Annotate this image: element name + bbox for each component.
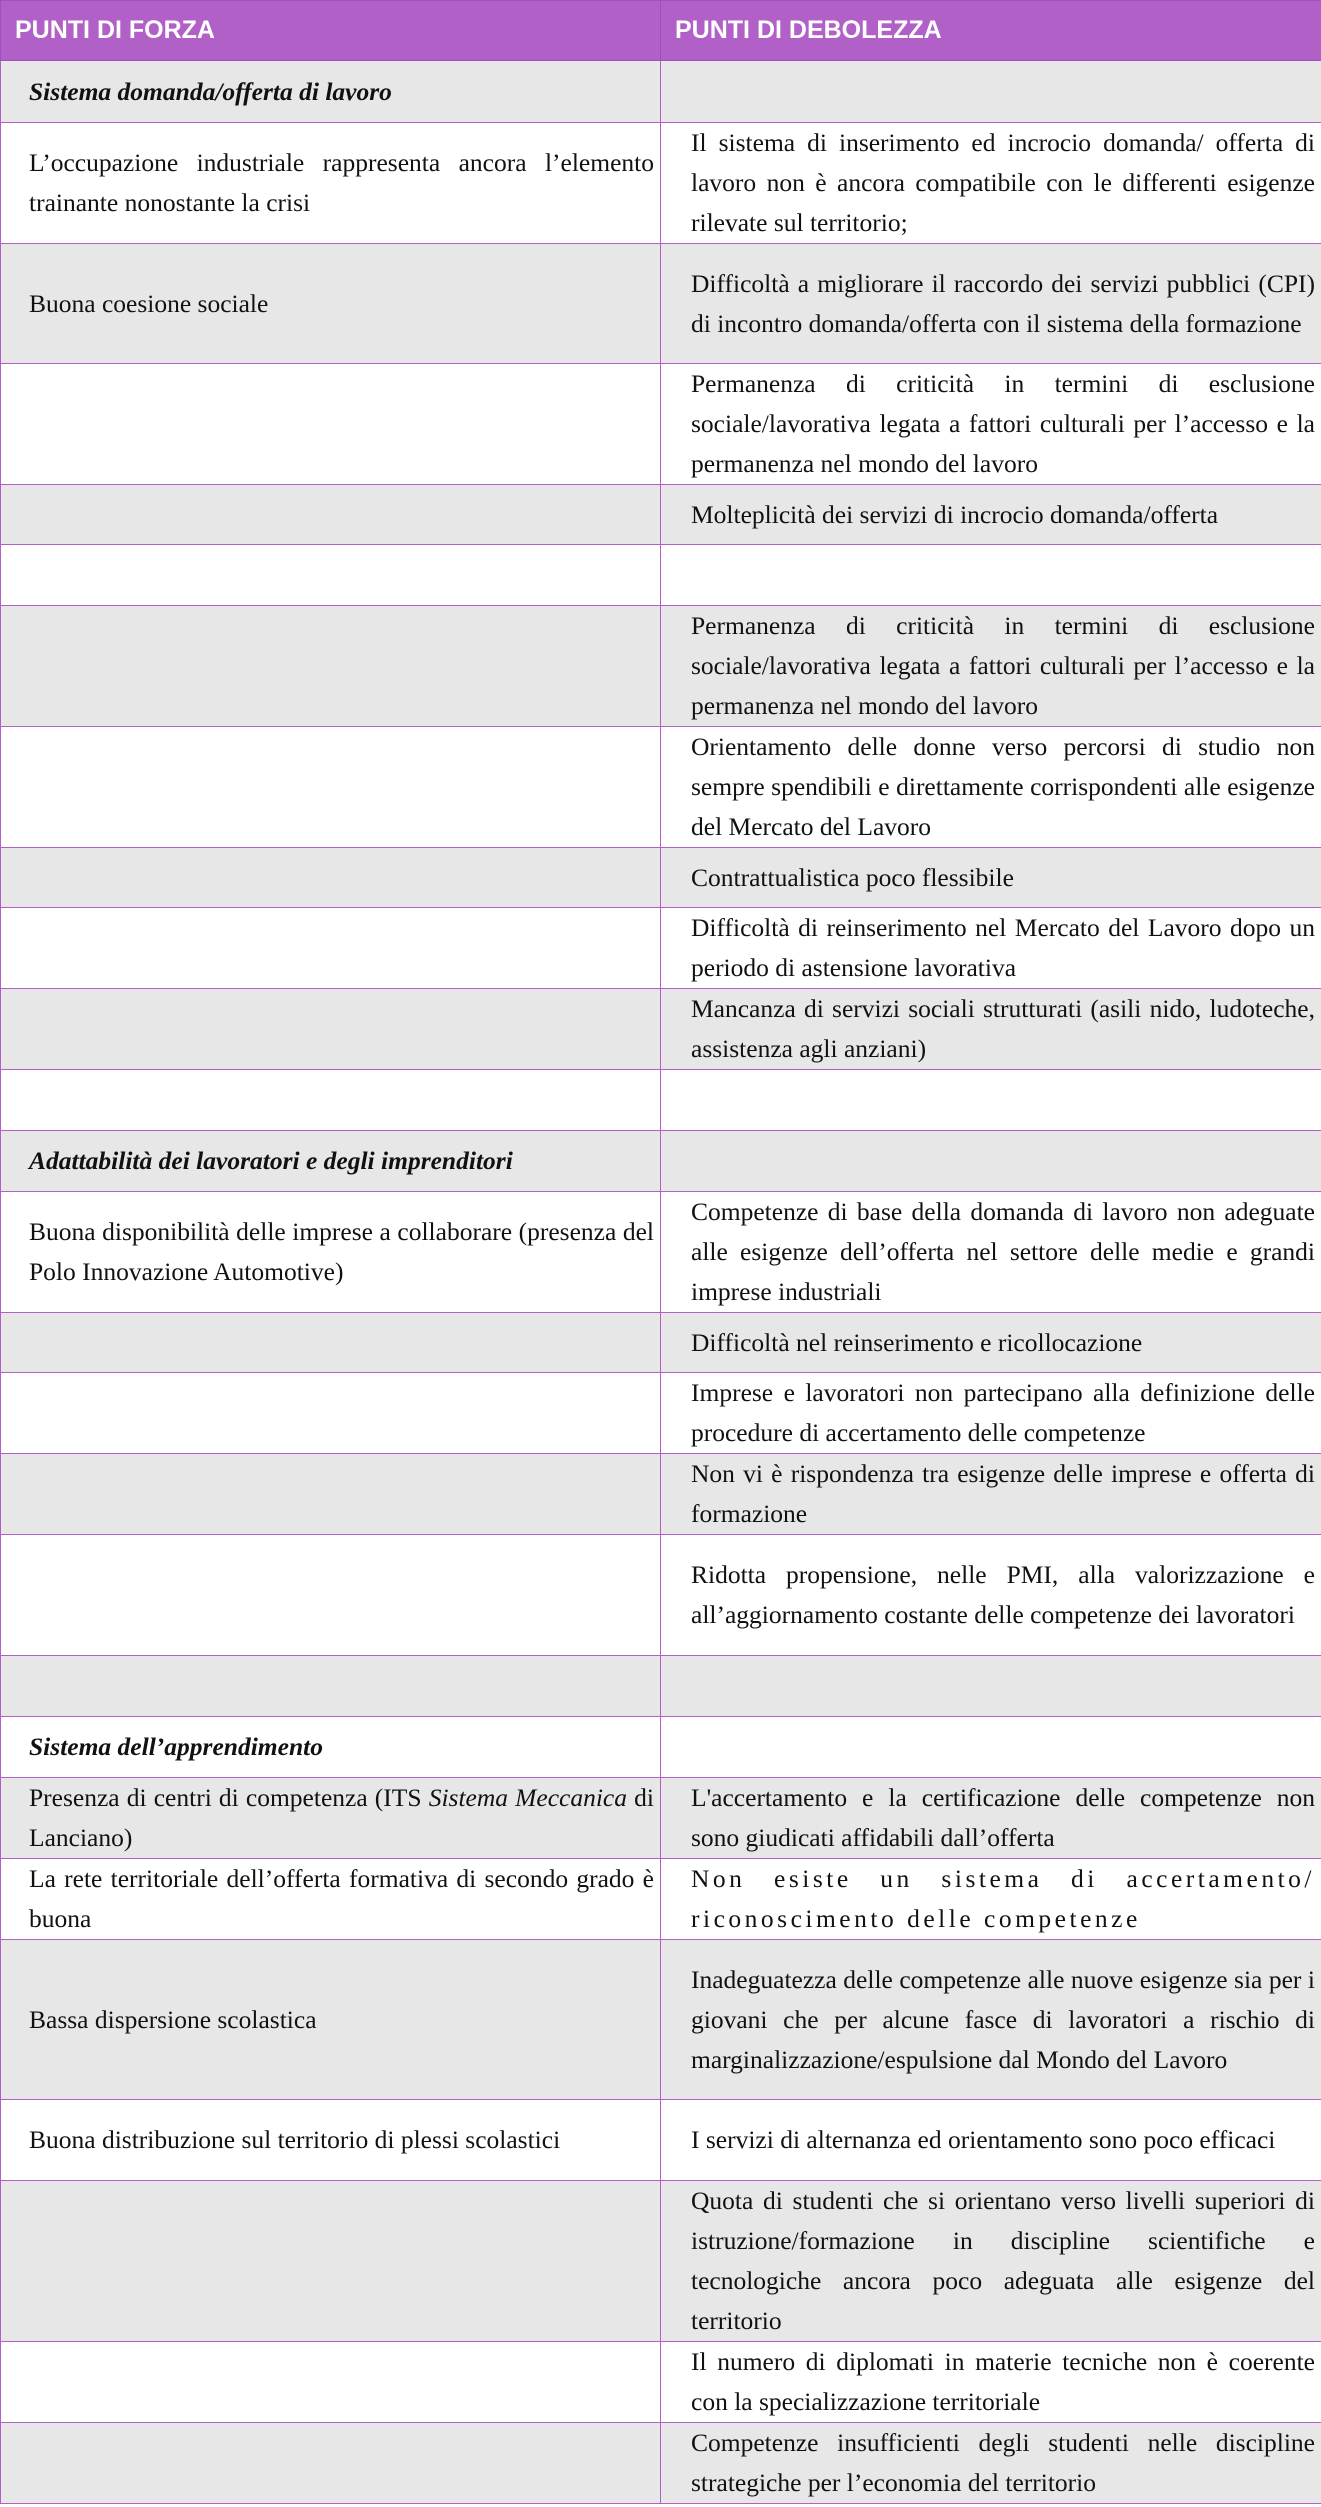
strength-cell	[1, 545, 661, 606]
weakness-cell: Quota di studenti che si orientano verso livelli superiori di istruzione/formazione in discipline scientifiche e tecnologiche ancora poco adeguata alle esigenze del territorio	[661, 2181, 1321, 2342]
strength-cell: Bassa dispersione scolastica	[1, 1940, 661, 2100]
weakness-cell: Molteplicità dei servizi di incrocio domanda/offerta	[661, 485, 1321, 545]
header-strengths: PUNTI DI FORZA	[1, 1, 661, 61]
header-row	[1, 1, 1321, 61]
weakness-cell: L'accertamento e la certificazione delle competenze non sono giudicati affidabili dall’offerta	[661, 1778, 1321, 1859]
table-row	[1, 989, 1321, 1070]
strength-cell: La rete territoriale dell’offerta formativa di secondo grado è buona	[1, 1859, 661, 1940]
table-row	[1, 1070, 1321, 1131]
table-row	[1, 2181, 1321, 2342]
section-title: Sistema dell’apprendimento	[1, 1717, 661, 1778]
weakness-cell	[661, 1656, 1321, 1717]
weakness-cell: Competenze insufficienti degli studenti nelle discipline strategiche per l’economia del territorio	[661, 2423, 1321, 2504]
table-row	[1, 848, 1321, 908]
section-row	[1, 1131, 1321, 1192]
strength-cell	[1, 1656, 661, 1717]
table-row	[1, 606, 1321, 727]
strength-text-italic: Sistema Meccanica	[428, 1783, 628, 1812]
weakness-cell: Inadeguatezza delle competenze alle nuove esigenze sia per i giovani che per alcune fasce di lavoratori a rischio di marginalizzazione/espulsione dal Mondo del Lavoro	[661, 1940, 1321, 2100]
table-row	[1, 1859, 1321, 1940]
strength-cell	[1, 1313, 661, 1373]
weakness-cell: Non esiste un sistema di accertamento/ riconoscimento delle competenze	[661, 1859, 1321, 1940]
section-title: Adattabilità dei lavoratori e degli imprenditori	[1, 1131, 661, 1192]
table-row	[1, 1940, 1321, 2100]
table-row	[1, 1454, 1321, 1535]
weakness-cell: Permanenza di criticità in termini di esclusione sociale/lavorativa legata a fattori culturali per l’accesso e la permanenza nel mondo del lavoro	[661, 606, 1321, 727]
strength-cell	[1, 606, 661, 727]
table-row	[1, 1535, 1321, 1656]
weakness-cell	[661, 1131, 1321, 1192]
weakness-cell	[661, 1070, 1321, 1131]
weakness-cell: Il sistema di inserimento ed incrocio domanda/ offerta di lavoro non è ancora compatibile con le differenti esigenze rilevate sul territorio;	[661, 123, 1321, 244]
weakness-cell: Il numero di diplomati in materie tecniche non è coerente con la specializzazione territoriale	[661, 2342, 1321, 2423]
section-row	[1, 61, 1321, 123]
section-title: Sistema domanda/offerta di lavoro	[1, 61, 661, 123]
strength-text: Presenza di centri di competenza (ITS	[29, 1783, 429, 1812]
strength-cell	[1, 848, 661, 908]
table-row	[1, 1373, 1321, 1454]
weakness-cell: Orientamento delle donne verso percorsi di studio non sempre spendibili e direttamente corrispondenti alle esigenze del Mercato del Lavoro	[661, 727, 1321, 848]
table-row	[1, 2100, 1321, 2181]
strength-cell: Buona disponibilità delle imprese a collaborare (presenza del Polo Innovazione Automotive)	[1, 1192, 661, 1313]
strength-cell	[1, 2181, 661, 2342]
weakness-cell: Competenze di base della domanda di lavoro non adeguate alle esigenze dell’offerta nel settore delle medie e grandi imprese industriali	[661, 1192, 1321, 1313]
strength-cell	[1, 727, 661, 848]
weakness-cell	[661, 545, 1321, 606]
table-row	[1, 123, 1321, 244]
strength-cell	[1, 364, 661, 485]
weakness-cell: Difficoltà nel reinserimento e ricollocazione	[661, 1313, 1321, 1373]
table-row	[1, 1656, 1321, 1717]
table-row	[1, 1778, 1321, 1859]
table-row	[1, 727, 1321, 848]
strength-cell: Buona distribuzione sul territorio di plessi scolastici	[1, 2100, 661, 2181]
strength-cell	[1, 1373, 661, 1454]
section-row	[1, 1717, 1321, 1778]
table-row	[1, 545, 1321, 606]
weakness-cell: Difficoltà di reinserimento nel Mercato del Lavoro dopo un periodo di astensione lavorativa	[661, 908, 1321, 989]
weakness-cell	[661, 61, 1321, 123]
strength-cell: Buona coesione sociale	[1, 244, 661, 364]
weakness-cell: Contrattualistica poco flessibile	[661, 848, 1321, 908]
strength-cell	[1, 1778, 661, 1859]
table-row	[1, 244, 1321, 364]
table-row	[1, 364, 1321, 485]
header-weaknesses: PUNTI DI DEBOLEZZA	[661, 1, 1321, 61]
table-row	[1, 1313, 1321, 1373]
weakness-cell: Imprese e lavoratori non partecipano alla definizione delle procedure di accertamento delle competenze	[661, 1373, 1321, 1454]
weakness-cell: Ridotta propensione, nelle PMI, alla valorizzazione e all’aggiornamento costante delle competenze dei lavoratori	[661, 1535, 1321, 1656]
table-row	[1, 2342, 1321, 2423]
weakness-cell: Non vi è rispondenza tra esigenze delle imprese e offerta di formazione	[661, 1454, 1321, 1535]
strength-cell	[1, 908, 661, 989]
table-row	[1, 2423, 1321, 2504]
strength-cell	[1, 1535, 661, 1656]
strength-cell	[1, 989, 661, 1070]
strength-cell	[1, 1454, 661, 1535]
strength-cell	[1, 2423, 661, 2504]
strength-cell	[1, 485, 661, 545]
weakness-cell: Permanenza di criticità in termini di esclusione sociale/lavorativa legata a fattori culturali per l’accesso e la permanenza nel mondo del lavoro	[661, 364, 1321, 485]
weakness-cell: Mancanza di servizi sociali strutturati (asili nido, ludoteche, assistenza agli anziani)	[661, 989, 1321, 1070]
weakness-cell: Difficoltà a migliorare il raccordo dei servizi pubblici (CPI) di incontro domanda/offerta con il sistema della formazione	[661, 244, 1321, 364]
table-row	[1, 1192, 1321, 1313]
strength-cell: L’occupazione industriale rappresenta ancora l’elemento trainante nonostante la crisi	[1, 123, 661, 244]
weakness-cell: I servizi di alternanza ed orientamento sono poco efficaci	[661, 2100, 1321, 2181]
strength-text: di Lanciano)	[29, 1783, 654, 1852]
strength-cell	[1, 1070, 661, 1131]
weakness-cell	[661, 1717, 1321, 1778]
strength-cell	[1, 2342, 661, 2423]
table-row	[1, 485, 1321, 545]
table-row	[1, 908, 1321, 989]
